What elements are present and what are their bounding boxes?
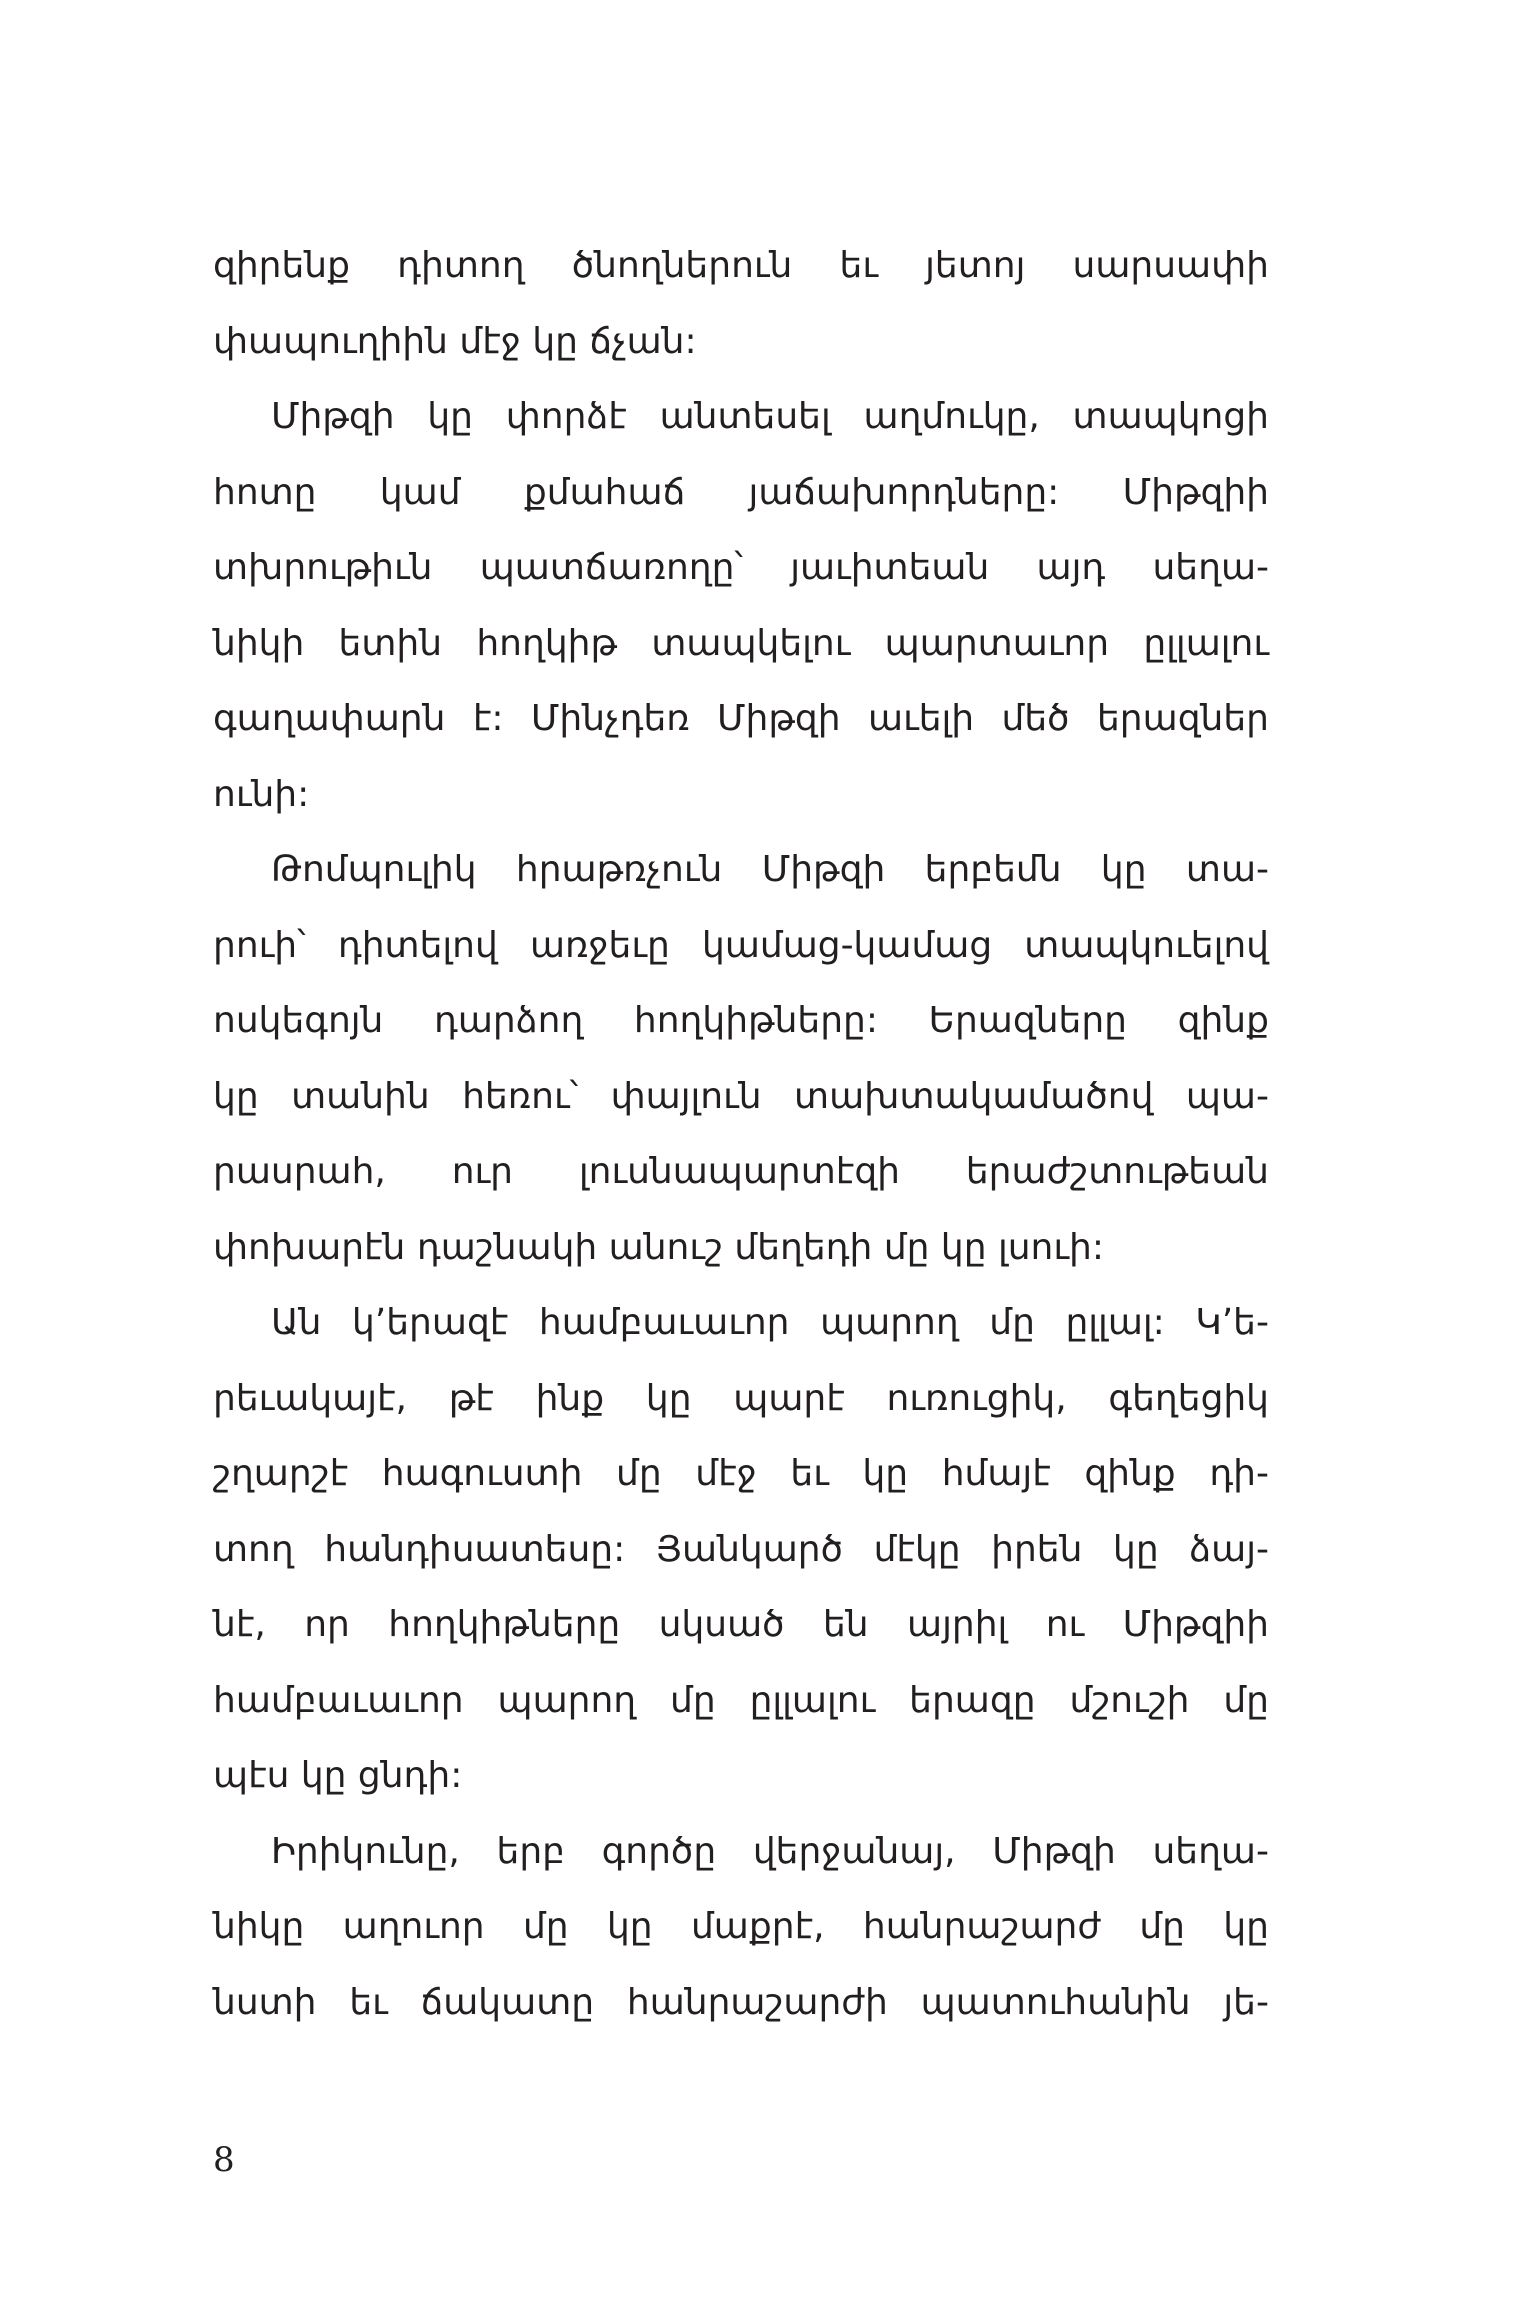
text-line: փապուղիին մէջ կը ճչան: [213, 320, 697, 362]
body-text [213, 228, 1269, 2040]
text-line: տող հանդիսատեսը: Յանկարծ մէկը իրեն կը ձայ- [213, 1528, 1269, 1570]
text-line: ոսկեգոյն դարձող հողկիթները: Երազները զինք [213, 1000, 1269, 1041]
text-line: Իրիկունը, երբ գործը վերջանայ, Միթզի սեղա- [271, 1830, 1269, 1872]
text-line: Ան կ’երազէ համբաւաւոր պարող մը ըլլալ: Կ’ե- [271, 1302, 1269, 1343]
text-line: նէ, որ հողկիթները սկսած են այրիլ ու Միթզիի [213, 1604, 1269, 1645]
text-line: հոտը կամ քմահաճ յաճախորդները: Միթզիի [213, 471, 1269, 513]
text-line: Թոմպուլիկ հրաթռչուն Միթզի երբեմն կը տա- [271, 849, 1269, 890]
text-line: պէս կը ցնդի: [213, 1755, 463, 1796]
text-line: զիրենք դիտող ծնողներուն եւ յետոյ սարսափի [213, 245, 1269, 286]
text-line: կը տանին հեռու՝ փայլուն տախտակամածով պա- [213, 1075, 1269, 1117]
text-line: ունի: [213, 773, 310, 815]
text-line: շղարշէ հագուստի մը մէջ եւ կը հմայէ զինք դի- [213, 1453, 1269, 1494]
text-line: րեւակայէ, թէ ինք կը պարէ ուռուցիկ, գեղեցիկ [213, 1377, 1269, 1419]
text-line: նիկի ետին հողկիթ տապկելու պարտաւոր ըլլալու [213, 622, 1269, 664]
text-line: րասրահ, ուր լուսնապարտէզի երաժշտութեան [213, 1151, 1269, 1192]
text-line: փոխարէն դաշնակի անուշ մեղեդի մը կը լսուի: [213, 1226, 1104, 1268]
page-number: 8 [213, 2140, 235, 2180]
text-line: տխրութիւն պատճառողը՝ յաւիտեան այդ սեղա- [213, 547, 1269, 588]
text-line: նստի եւ ճակատը հանրաշարժի պատուհանին յե- [213, 1981, 1269, 2023]
text-line: նիկը աղուոր մը կը մաքրէ, հանրաշարժ մը կը [213, 1906, 1269, 1947]
text-line: գաղափարն է: Մինչդեռ Միթզի աւելի մեծ երազներ [213, 698, 1269, 739]
text-line: Միթզի կը փորձէ անտեսել աղմուկը, տապկոցի [271, 396, 1269, 437]
text-line: համբաւաւոր պարող մը ըլլալու երազը մշուշի մը [213, 1679, 1269, 1721]
text-line: րուի՝ դիտելով առջեւը կամաց-կամաց տապկուելով [213, 924, 1269, 966]
